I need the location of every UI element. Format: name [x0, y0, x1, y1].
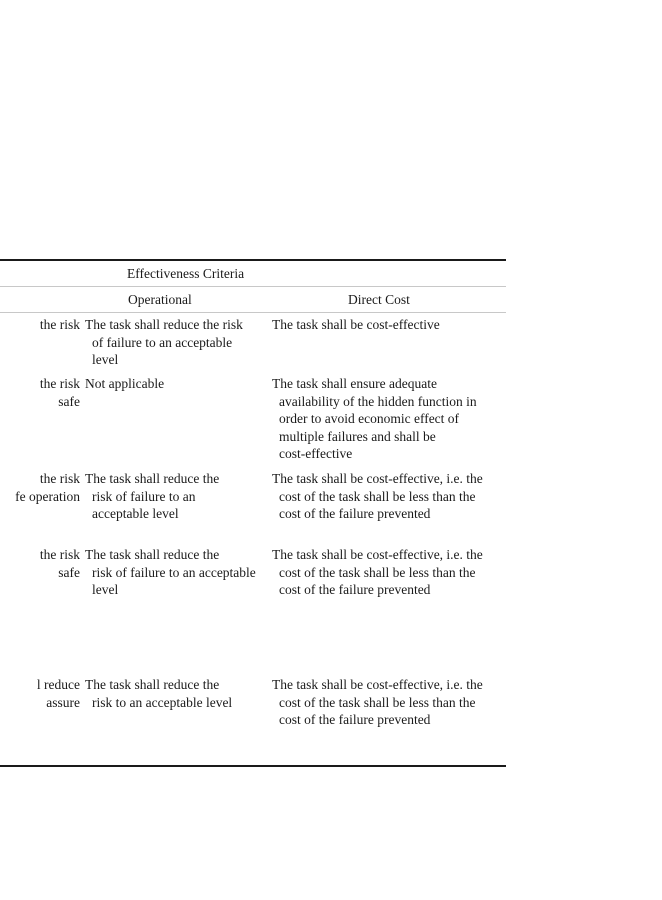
table-row-5-direct-cost [272, 676, 483, 729]
group-header-effectiveness-criteria: Effectiveness Criteria [127, 266, 245, 281]
cell-line: cost of the task shall be less than the [279, 564, 476, 580]
clipped-line: the risk [39, 317, 80, 332]
table-top-rule [0, 259, 506, 261]
header-bottom-divider [0, 312, 506, 313]
cell-line: The task shall ensure adequate [272, 376, 437, 391]
cell-line: cost of the failure prevented [279, 506, 431, 521]
cell-line: acceptable level [92, 506, 179, 521]
table-row-5-clipped-cell [0, 676, 80, 711]
clipped-line: the risk [39, 376, 80, 391]
cell-line: risk of failure to an [92, 488, 196, 504]
clipped-line: fe operation [15, 488, 80, 504]
col-header-direct-cost: Direct Cost [348, 292, 410, 307]
clipped-line: assure [46, 694, 80, 710]
cell-line: The task shall be cost-effective, i.e. the [272, 547, 483, 562]
table-row-2-clipped-cell [0, 375, 80, 410]
cell-line: The task shall be cost-effective, i.e. the [272, 677, 483, 692]
cell-line: level [92, 352, 119, 367]
cell-line: multiple failures and shall be [279, 428, 436, 444]
cell-line: cost-effective [279, 446, 353, 461]
table-row-4-operational [85, 546, 256, 599]
table-row-4-clipped-cell [0, 546, 80, 581]
cell-line: The task shall be cost-effective, i.e. the [272, 471, 483, 486]
table-row-1-operational [85, 316, 243, 369]
cell-line: The task shall reduce the [85, 547, 220, 562]
cell-line: cost of the failure prevented [279, 712, 431, 727]
cell-line: risk to an acceptable level [92, 694, 233, 710]
cell-line: order to avoid economic effect of [279, 411, 460, 426]
cell-line: The task shall reduce the [85, 677, 220, 692]
clipped-line: the risk [39, 471, 80, 486]
clipped-line: l reduce [36, 677, 80, 692]
cell-line: The task shall reduce the [85, 471, 220, 486]
clipped-line: safe [58, 393, 80, 409]
cell-line: of failure to an acceptable [92, 334, 233, 350]
cell-line: cost of the task shall be less than the [279, 488, 476, 504]
table-row-1-clipped-cell [0, 316, 80, 334]
col-header-operational: Operational [128, 292, 192, 307]
cell-line: availability of the hidden function in [279, 393, 477, 409]
header-divider [0, 286, 506, 287]
cell-line: cost of the task shall be less than the [279, 694, 476, 710]
table-row-2-operational [85, 375, 164, 393]
table-row-1-direct-cost [272, 316, 440, 334]
cell-line: The task shall be cost-effective [272, 317, 440, 332]
table-row-4-direct-cost [272, 546, 483, 599]
cell-line: risk of failure to an acceptable [92, 564, 256, 580]
table-row-3-clipped-cell [0, 470, 80, 505]
table-row-5-operational [85, 676, 232, 711]
clipped-line: safe [58, 564, 80, 580]
clipped-line: the risk [39, 547, 80, 562]
cell-line: Not applicable [85, 376, 165, 391]
table-row-3-operational [85, 470, 219, 523]
table-bottom-rule [0, 765, 506, 767]
table-row-2-direct-cost [272, 375, 477, 463]
cell-line: level [92, 582, 119, 597]
table-row-3-direct-cost [272, 470, 483, 523]
cell-line: The task shall reduce the risk [85, 317, 243, 332]
cell-line: cost of the failure prevented [279, 582, 431, 597]
